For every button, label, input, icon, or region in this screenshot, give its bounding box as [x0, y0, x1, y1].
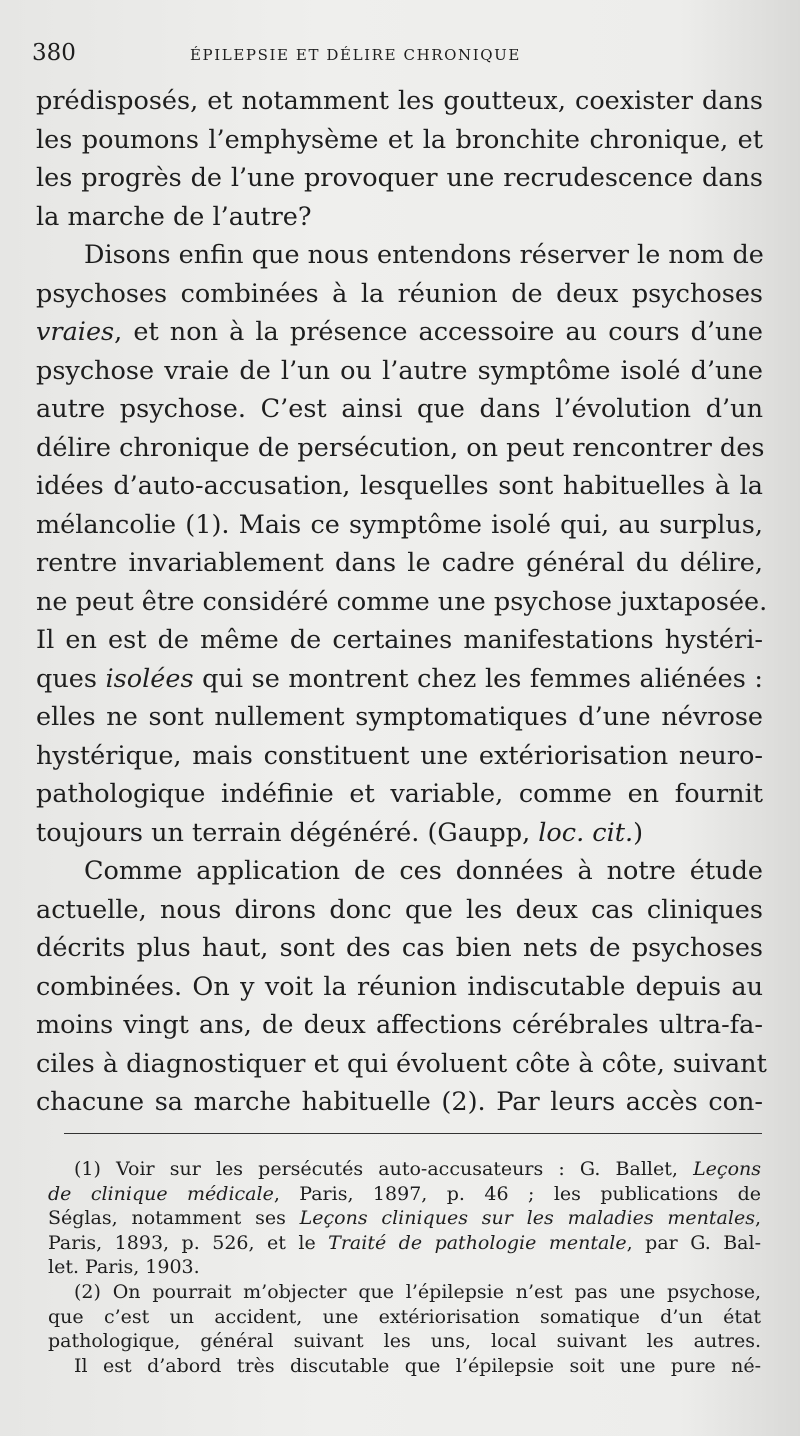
footnote-line: Il est d’abord très discutable que l’épilepsie soit une pure né- — [74, 1354, 761, 1377]
text-line: prédisposés, et notamment les goutteux, coexister dans — [36, 86, 763, 116]
running-title: ÉPILEPSIE ET DÉLIRE CHRONIQUE — [190, 46, 521, 64]
text-line: moins vingt ans, de deux affections cérébrales ultra-fa- — [36, 1010, 763, 1040]
text-line: délire chronique de persécution, on peut rencontrer des — [36, 432, 765, 463]
text-line: idées d’auto-accusation, lesquelles sont habituelles à la — [36, 471, 763, 501]
page-number: 380 — [32, 40, 76, 66]
paragraph-start-line: Disons enfin que nous entendons réserver le nom de — [84, 240, 764, 270]
footnotes — [48, 1157, 761, 1378]
italic-term: vraies — [36, 317, 115, 347]
text-line: chacune sa marche habituelle (2). Par leurs accès con- — [36, 1087, 763, 1117]
text-line: la marche de l’autre? — [36, 201, 312, 232]
text-line: pathologique indéfinie et variable, comme en fournit — [36, 779, 763, 809]
page-header — [32, 40, 772, 76]
italic-citation: loc. cit. — [538, 817, 634, 848]
footnote-line: Séglas, notamment ses Leçons cliniques sur les maladies mentales, — [48, 1207, 761, 1230]
text-line: ciles à diagnostiquer et qui évoluent côte à côte, suivant — [36, 1048, 767, 1079]
text-line: combinées. On y voit la réunion indiscutable depuis au — [36, 971, 763, 1002]
text-line: ne peut être considéré comme une psychose juxtaposée. — [36, 586, 768, 617]
text-line: décrits plus haut, sont des cas bien nets de psychoses — [36, 933, 763, 963]
body-text — [36, 82, 768, 1122]
paragraph-start-line: Comme application de ces données à notre étude — [84, 856, 763, 886]
text-line: Il en est de même de certaines manifestations hystéri- — [36, 625, 763, 655]
text-line: hystérique, mais constituent une extériorisation neuro- — [36, 740, 763, 771]
text-line: ques isolées qui se montrent chez les femmes aliénées : — [36, 663, 763, 694]
footnote-line: pathologique, général suivant les uns, local suivant les autres. — [48, 1330, 761, 1353]
footnote-line: de clinique médicale, Paris, 1897, p. 46 ; les publications de — [48, 1182, 761, 1205]
footnote-line: (1) Voir sur les persécutés auto-accusateurs : G. Ballet, Leçons — [74, 1158, 761, 1180]
text-line: autre psychose. C’est ainsi que dans l’évolution d’un — [36, 394, 763, 424]
footnote-line: let. Paris, 1903. — [48, 1256, 200, 1279]
text-line: actuelle, nous dirons donc que les deux cas cliniques — [36, 894, 763, 925]
text-line: psychoses combinées à la réunion de deux psychoses — [36, 278, 763, 309]
text-line: rentre invariablement dans le cadre général du délire, — [36, 548, 763, 578]
footnote-divider — [64, 1133, 762, 1134]
italic-term: isolées — [105, 663, 194, 694]
text-line: elles ne sont nullement symptomatiques d’une névrose — [36, 702, 763, 732]
footnote-line: (2) On pourrait m’objecter que l’épilepsie n’est pas une psychose, — [74, 1280, 761, 1303]
text-line: toujours un terrain dégénéré. (Gaupp, loc. cit.) — [36, 817, 644, 848]
footnote-line: que c’est un accident, une extériorisation somatique d’un état — [48, 1305, 761, 1328]
text-line: psychose vraie de l’un ou l’autre symptôme isolé d’une — [36, 355, 763, 386]
text-line: les poumons l’emphysème et la bronchite chronique, et — [36, 124, 763, 155]
text-line: les progrès de l’une provoquer une recrudescence dans — [36, 163, 763, 193]
text-line: mélancolie (1). Mais ce symptôme isolé qui, au surplus, — [36, 509, 763, 540]
text-line: vraies, et non à la présence accessoire au cours d’une — [36, 317, 763, 347]
footnote-line: Paris, 1893, p. 526, et le Traité de pathologie mentale, par G. Bal- — [48, 1231, 762, 1254]
